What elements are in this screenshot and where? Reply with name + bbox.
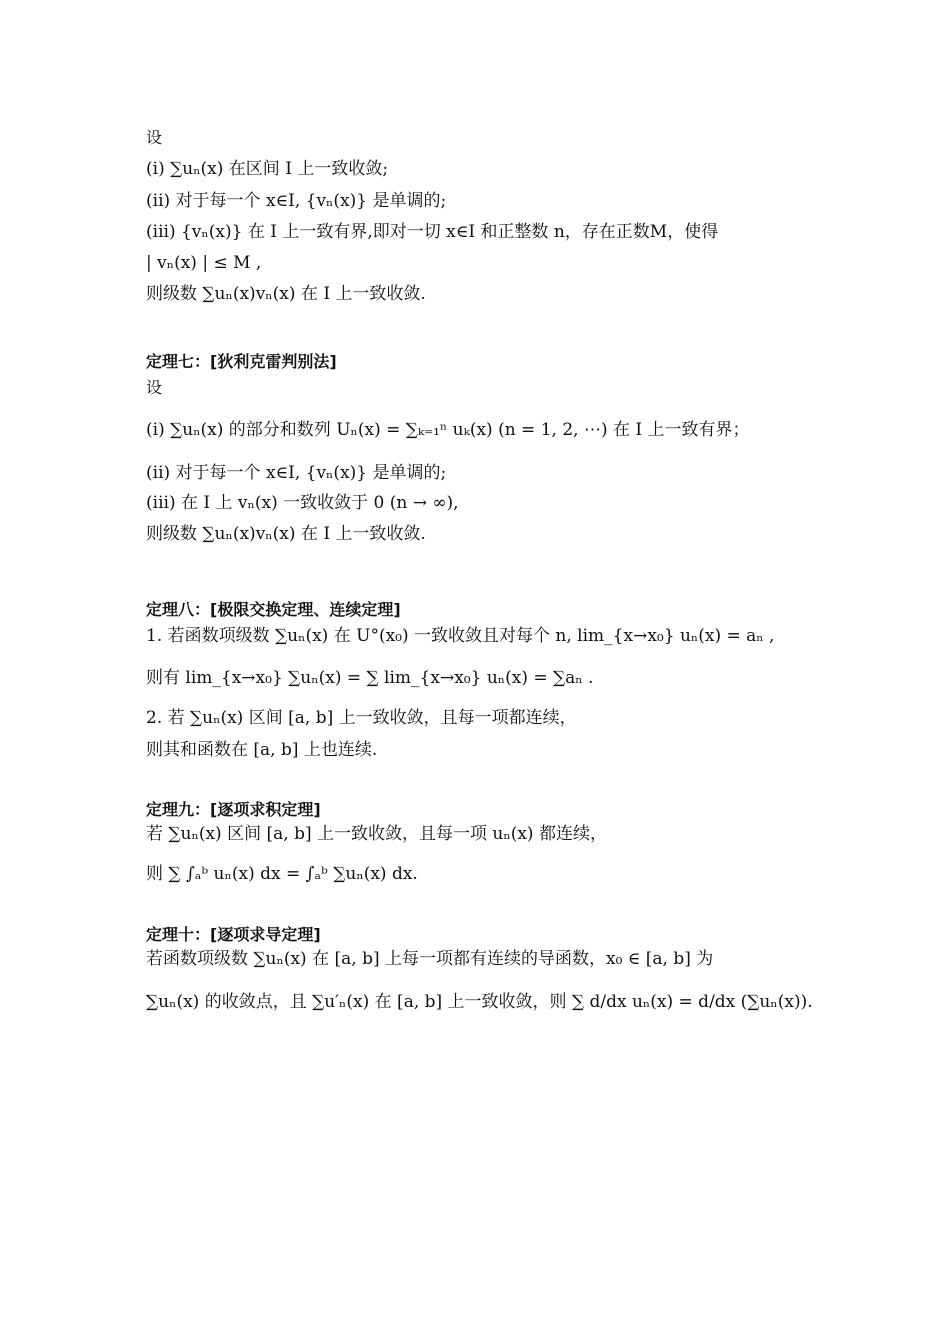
section-heading: 定理八：[极限交换定理、连续定理] bbox=[146, 600, 401, 619]
text-line: (iii) {vₙ(x)} 在 I 上一致有界,即对一切 x∈I 和正整数 n，存在正数M，使得 bbox=[146, 222, 719, 242]
text-line: 若函数项级数 ∑uₙ(x) 在 [a, b] 上每一项都有连续的导函数，x₀ ∈ [a, b] 为 bbox=[146, 949, 714, 969]
text-line: (i) ∑uₙ(x) 在区间 I 上一致收敛; bbox=[146, 159, 389, 179]
text-line: ∑uₙ(x) 的收敛点，且 ∑u′ₙ(x) 在 [a, b] 上一致收敛，则 ∑ d/dx uₙ(x) = d/dx (∑uₙ(x)). bbox=[146, 992, 813, 1012]
text-line: 1. 若函数项级数 ∑uₙ(x) 在 U°(x₀) 一致收敛且对每个 n, lim_{x→x₀} uₙ(x) = aₙ , bbox=[146, 626, 775, 646]
text-line: 则有 lim_{x→x₀} ∑uₙ(x) = ∑ lim_{x→x₀} uₙ(x) = ∑aₙ . bbox=[146, 668, 594, 688]
text-line: (iii) 在 I 上 vₙ(x) 一致收敛于 0 (n → ∞), bbox=[146, 493, 459, 513]
text-line: (i) ∑uₙ(x) 的部分和数列 Uₙ(x) = ∑ₖ₌₁ⁿ uₖ(x) (n = 1, 2, ⋯) 在 I 上一致有界； bbox=[146, 420, 750, 440]
text-line: 则其和函数在 [a, b] 上也连续. bbox=[146, 740, 378, 760]
text-line: (ii) 对于每一个 x∈I, {vₙ(x)} 是单调的; bbox=[146, 463, 447, 483]
text-line: 则 ∑ ∫ₐᵇ uₙ(x) dx = ∫ₐᵇ ∑uₙ(x) dx. bbox=[146, 864, 418, 884]
section-heading: 定理七：[狄利克雷判别法] bbox=[146, 352, 337, 371]
text-line: 设 bbox=[146, 128, 163, 147]
section-heading: 定理十：[逐项求导定理] bbox=[146, 925, 321, 944]
text-line: (ii) 对于每一个 x∈I, {vₙ(x)} 是单调的; bbox=[146, 191, 447, 211]
text-line: 若 ∑uₙ(x) 区间 [a, b] 上一致收敛，且每一项 uₙ(x) 都连续， bbox=[146, 824, 607, 844]
text-line: | vₙ(x) | ≤ M , bbox=[146, 253, 262, 273]
text-line: 2. 若 ∑uₙ(x) 区间 [a, b] 上一致收敛，且每一项都连续， bbox=[146, 708, 577, 728]
text-line: 则级数 ∑uₙ(x)vₙ(x) 在 I 上一致收敛. bbox=[146, 524, 426, 544]
text-line: 设 bbox=[146, 378, 163, 397]
text-line: 则级数 ∑uₙ(x)vₙ(x) 在 I 上一致收敛. bbox=[146, 284, 426, 304]
section-heading: 定理九：[逐项求积定理] bbox=[146, 800, 321, 819]
